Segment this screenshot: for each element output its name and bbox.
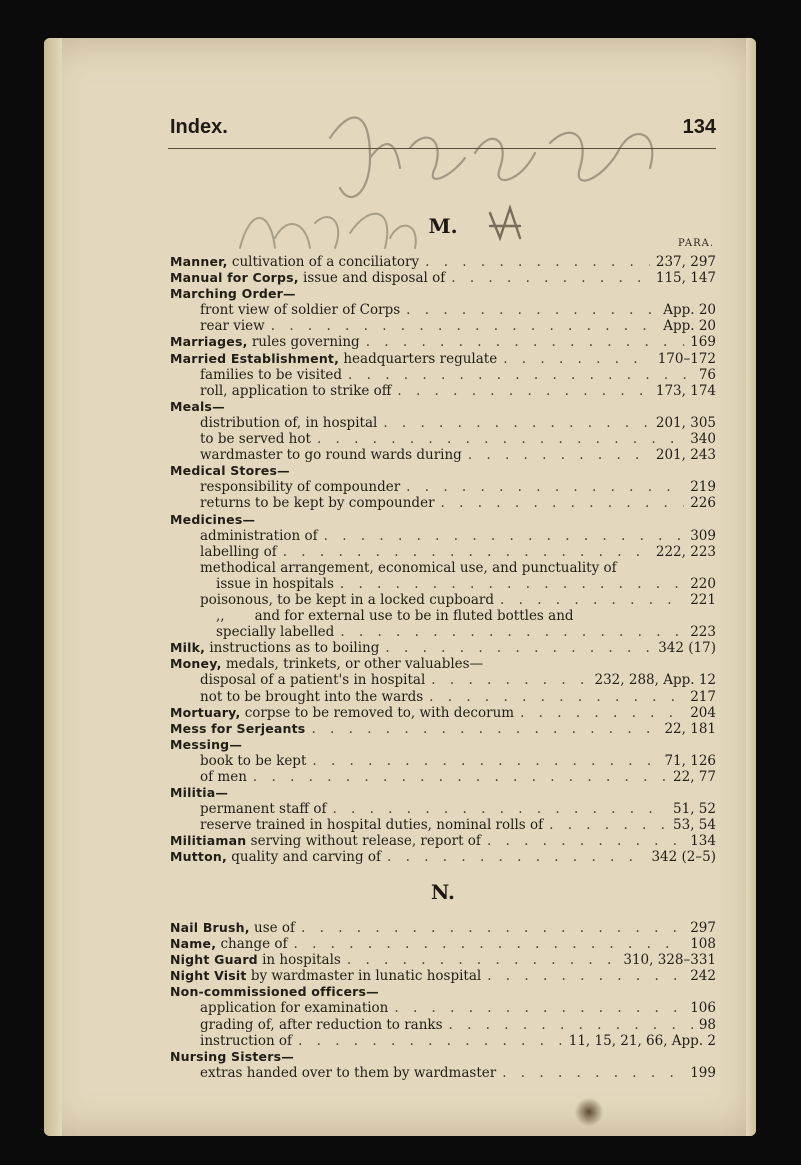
entry-text: issue in hospitals [216,575,334,592]
index-entry [170,624,716,640]
section-letter-n: N. [431,880,455,904]
index-entry [170,849,716,865]
entry-reference: 106 [690,1000,716,1017]
entry-reference: 199 [690,1064,716,1081]
entry-label [170,656,483,672]
leader-dots [406,302,657,318]
index-entry [170,1033,716,1049]
entry-label [200,769,247,785]
index-entry [170,608,716,624]
entry-label [200,495,435,511]
index-entry [170,512,716,528]
entry-label [200,528,318,544]
section-letter-m: M. [428,214,458,238]
index-entry [170,254,716,270]
entry-text: front view of soldier of Corps [200,302,401,319]
leader-dots [348,367,693,383]
index-entry [170,463,716,479]
entry-reference: App. 20 [663,302,716,319]
index-entry [170,367,716,383]
entry-label [170,463,290,479]
entry-heading: Militiaman [170,833,247,849]
entry-text: grading of, after reduction to ranks [200,1016,443,1033]
leader-dots [451,270,650,286]
index-entry [170,415,716,431]
entry-reference: 219 [690,479,716,496]
entry-reference: 232, 288, App. 12 [594,672,716,689]
entry-heading: Married Establishment, [170,350,340,366]
leader-dots [500,592,684,608]
entry-label [200,431,311,447]
entry-label [170,334,360,350]
entry-heading: Money, [170,656,222,672]
entry-reference: 71, 126 [664,752,716,769]
entry-text: methodical arrangement, economical use, and punctuality of [200,559,617,576]
leader-dots [340,576,684,592]
leader-dots [394,1000,684,1016]
entry-heading: Night Guard [170,952,258,968]
leader-dots [340,624,684,640]
entry-reference: 217 [690,688,716,705]
entry-text: corpse to be removed to, with decorum [240,704,515,721]
index-entry [170,1017,716,1033]
entry-reference: 220 [690,575,716,592]
entry-label [200,1000,388,1016]
index-entries-m [170,254,716,866]
index-entry [170,753,716,769]
leader-dots [425,254,650,270]
leader-dots [324,528,685,544]
entry-reference: 242 [690,968,716,985]
entry-reference: 108 [690,936,716,953]
index-entry [170,817,716,833]
header-rule [168,148,716,149]
entry-reference: 76 [698,366,716,383]
leader-dots [503,351,652,367]
entry-heading: Mutton, [170,849,227,865]
index-entry [170,1065,716,1081]
entry-reference: 170–172 [657,350,716,367]
entry-heading: Marching Order— [170,286,296,302]
entry-label [200,415,377,431]
entry-label [170,640,379,656]
entry-label [200,1033,292,1049]
entry-heading: Manual for Corps, [170,270,299,286]
entry-label [170,952,341,968]
entry-reference: 51, 52 [673,801,716,818]
entry-reference: 223 [690,624,716,641]
entry-label [170,785,228,801]
entry-text: application for examination [200,1000,389,1017]
entry-label [170,351,497,367]
page-number: 134 [682,116,716,138]
entry-text: poisonous, to be kept in a locked cupboard [200,591,495,608]
entry-label [200,367,342,383]
page-header [170,116,716,139]
entry-label [200,1065,496,1081]
entry-label [170,920,295,936]
entry-label [216,576,334,592]
entry-text: ,, and for external use to be in fluted bottles and [216,608,574,625]
entry-text: roll, application to strike off [200,382,392,399]
entry-text: extras handed over to them by wardmaster [200,1064,497,1081]
leader-dots [312,753,658,769]
entry-heading: Marriages, [170,334,248,350]
index-entry [170,968,716,984]
entry-label [216,624,334,640]
entry-reference: 221 [690,591,716,608]
entry-label [200,801,326,817]
entry-text: change of [216,936,288,953]
leader-dots [311,721,658,737]
leader-dots [383,415,650,431]
entry-label [170,984,379,1000]
entry-label [170,721,305,737]
index-entry [170,721,716,737]
leader-dots [429,689,684,705]
entry-heading: Meals— [170,398,225,414]
entry-label [170,968,481,984]
index-entry [170,952,716,968]
leader-dots [298,1033,563,1049]
index-entry [170,351,716,367]
entry-reference: 310, 328–331 [623,952,716,969]
index-entries-n [170,920,716,1081]
index-entry [170,302,716,318]
leader-dots [332,801,667,817]
entry-label [200,544,277,560]
entry-label [170,833,481,849]
entry-text: of men [200,769,247,785]
index-entry [170,286,716,302]
entry-reference: 22, 77 [673,769,716,785]
entry-reference: 201, 305 [655,414,716,431]
index-entry [170,920,716,936]
entry-text: administration of [200,527,318,544]
entry-text: responsibility of compounder [200,479,401,496]
index-entry [170,544,716,560]
index-entry [170,576,716,592]
entry-text: to be served hot [200,431,311,448]
entry-reference: 342 (17) [658,640,716,657]
entry-reference: 297 [690,920,716,936]
leader-dots [468,447,650,463]
leader-dots [449,1017,693,1033]
entry-text: not to be brought into the wards [200,688,424,705]
entry-label [170,936,288,952]
index-entry [170,495,716,511]
entry-text: quality and carving of [226,849,382,866]
index-entry [170,383,716,399]
leader-dots [366,334,685,350]
index-page [44,38,756,1136]
leader-dots [406,479,684,495]
entry-reference: 237, 297 [655,254,716,270]
entry-reference: 98 [698,1016,716,1033]
entry-reference: 173, 174 [655,382,716,399]
index-entry [170,936,716,952]
index-entry [170,769,716,785]
entry-text: permanent staff of [200,801,327,818]
entry-label [200,753,306,769]
entry-text: headquarters regulate [339,350,498,367]
entry-text: labelling of [200,543,277,560]
entry-label [170,399,225,415]
entry-label [170,1049,294,1065]
leader-dots [271,318,657,334]
entry-label [216,608,574,624]
entry-heading: Nursing Sisters— [170,1048,294,1064]
entry-reference: 169 [690,334,716,351]
entry-label [170,705,514,721]
index-entry [170,672,716,688]
entry-label [170,254,419,270]
leader-dots [397,383,649,399]
entry-label [200,1017,443,1033]
entry-text: in hospitals [257,952,341,969]
entry-label [200,447,462,463]
index-entry [170,334,716,350]
entry-heading: Nail Brush, [170,920,250,935]
entry-label [200,560,617,576]
leader-dots [487,833,684,849]
leader-dots [253,769,667,785]
entry-text: by wardmaster in lunatic hospital [246,968,482,985]
entry-heading: Night Visit [170,968,247,984]
index-entry [170,984,716,1000]
index-entry [170,399,716,415]
entry-text: rear view [200,318,265,335]
leader-dots [385,640,652,656]
entry-text: wardmaster to go round wards during [200,447,462,464]
entry-text: issue and disposal of [298,270,446,287]
index-entry [170,447,716,463]
entry-reference: 226 [690,495,716,512]
entry-heading: Medicines— [170,511,256,527]
entry-text: medals, trinkets, or other valuables— [221,656,484,673]
index-entry [170,1049,716,1065]
leader-dots [317,431,684,447]
entry-text: families to be visited [200,366,343,383]
entry-text: instruction of [200,1032,293,1049]
leader-dots [387,849,645,865]
leader-dots [520,705,684,721]
leader-dots [283,544,650,560]
entry-text: rules governing [247,334,360,351]
entry-reference: 22, 181 [664,720,716,737]
index-entry [170,640,716,656]
leader-dots [502,1065,684,1081]
entry-text: use of [249,920,296,936]
entry-heading: Manner, [170,254,228,269]
entry-text: distribution of, in hospital [200,414,378,431]
entry-label [170,737,242,753]
leader-dots [431,672,588,688]
entry-reference: 201, 243 [655,447,716,464]
index-entry [170,1000,716,1016]
index-entry [170,318,716,334]
leader-dots [441,495,685,511]
entry-text: cultivation of a conciliatory [227,254,420,270]
entry-reference: 342 (2–5) [651,849,716,866]
leader-dots [301,920,684,936]
entry-reference: 134 [690,833,716,850]
index-entry [170,833,716,849]
entry-reference: 53, 54 [673,817,716,834]
entry-label [170,849,381,865]
para-column-heading: PARA. [678,238,714,249]
entry-label [200,689,423,705]
index-entry [170,528,716,544]
entry-reference: App. 20 [663,318,716,335]
entry-reference: 115, 147 [655,270,716,287]
index-entry [170,592,716,608]
index-entry [170,431,716,447]
entry-heading: Milk, [170,640,206,656]
entry-label [200,817,543,833]
leader-dots [487,968,684,984]
entry-reference: 309 [690,527,716,544]
index-entry [170,479,716,495]
index-entry [170,689,716,705]
entry-text: disposal of a patient's in hospital [200,672,426,689]
entry-heading: Militia— [170,785,229,801]
entry-reference: 204 [690,704,716,721]
entry-label [200,479,400,495]
entry-label [200,592,494,608]
entry-reference: 222, 223 [655,543,716,560]
index-entry [170,737,716,753]
index-entry [170,560,716,576]
entry-text: book to be kept [200,752,307,769]
ink-stain [574,1098,604,1126]
entry-label [200,302,400,318]
entry-reference: 11, 15, 21, 66, App. 2 [568,1032,716,1049]
entry-heading: Messing— [170,736,243,752]
entry-text: reserve trained in hospital duties, nominal rolls of [200,817,544,834]
index-entry [170,270,716,286]
index-entry [170,705,716,721]
entry-text: instructions as to boiling [205,640,380,657]
page-title: Index. [170,116,228,138]
entry-heading: Name, [170,936,217,952]
entry-text: returns to be kept by compounder [200,495,435,512]
index-entry [170,656,716,672]
entry-label [200,383,391,399]
index-entry [170,785,716,801]
index-entry [170,801,716,817]
leader-dots [549,817,667,833]
entry-text: serving without release, report of [246,833,481,850]
entry-heading: Mortuary, [170,704,241,720]
entry-label [170,286,296,302]
entry-text: specially labelled [216,624,335,641]
entry-heading: Non-commissioned officers— [170,984,379,1000]
leader-dots [294,936,685,952]
entry-reference: 340 [690,431,716,448]
leader-dots [347,952,618,968]
entry-heading: Mess for Serjeants [170,720,306,736]
entry-label [200,318,265,334]
entry-heading: Medical Stores— [170,463,290,479]
entry-label [200,672,425,688]
entry-label [170,512,255,528]
entry-label [170,270,445,286]
